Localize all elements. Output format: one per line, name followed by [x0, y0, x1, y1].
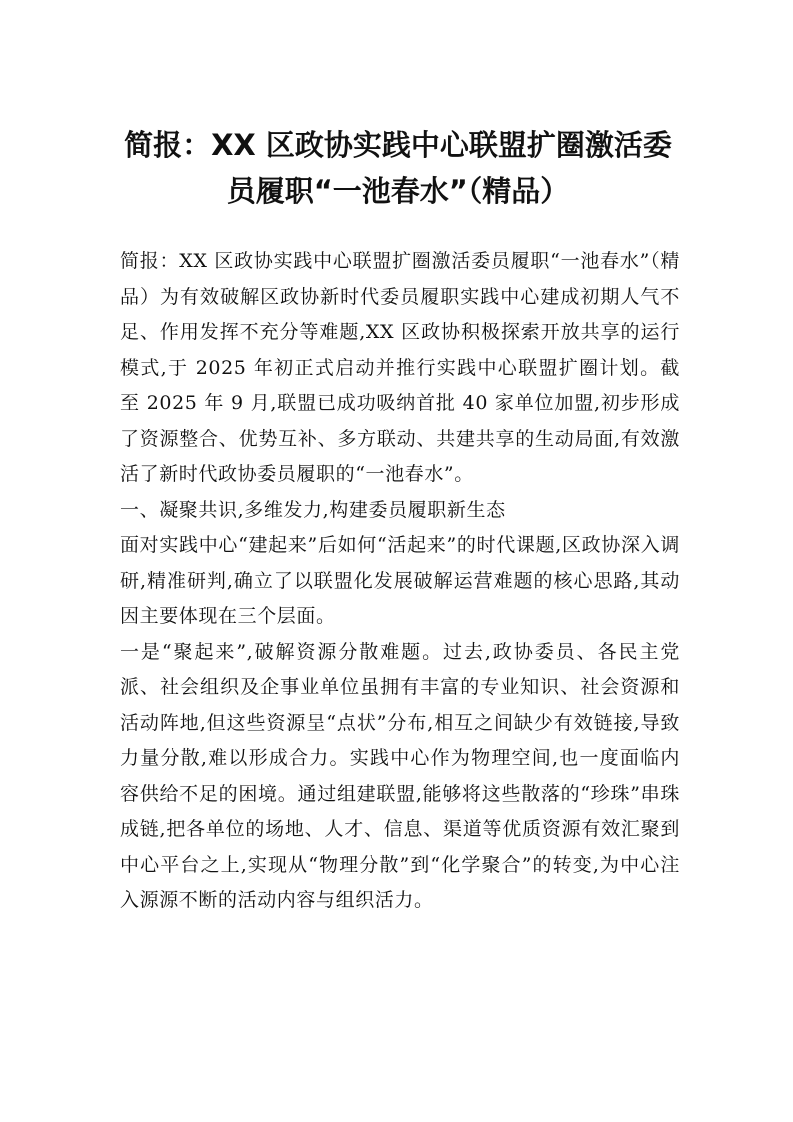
document-body — [120, 244, 680, 919]
paragraph-intro: 简报：XX 区政协实践中心联盟扩圈激活委员履职“一池春水”（精品）为有效破解区政协新时代委员履职实践中心建成初期人气不足、作用发挥不充分等难题,XX 区政协积极探索开放共享的运行模式,于 2025 年初正式启动并推行实践中心联盟扩圈计划。截至 2025 年 9 月,联盟已成功吸纳首批 40 家单位加盟,初步形成了资源整合、优势互补、多方联动、共建共享的生动局面,有效激活了新时代政协委员履职的“一池春水”。 — [120, 250, 680, 485]
document-title-line-1: 简报：XX 区政协实践中心联盟扩圈激活委 — [124, 128, 672, 162]
document-title — [118, 122, 678, 214]
paragraph-background: 面对实践中心“建起来”后如何“活起来”的时代课题,区政协深入调研,精准研判,确立了以联盟化发展破解运营难题的核心思路,其动因主要体现在三个层面。 — [120, 534, 680, 627]
paragraph-point-1: 一是“聚起来”,破解资源分散难题。过去,政协委员、各民主党派、社会组织及企事业单位虽拥有丰富的专业知识、社会资源和活动阵地,但这些资源呈“点状”分布,相互之间缺少有效链接,导致力量分散,难以形成合力。实践中心作为物理空间,也一度面临内容供给不足的困境。通过组建联盟,能够将这些散落的“珍珠”串珠成链,把各单位的场地、人才、信息、渠道等优质资源有效汇聚到中心平台之上,实现从“物理分散”到“化学聚合”的转变,为中心注入源源不断的活动内容与组织活力。 — [120, 640, 680, 911]
section-heading-1: 一、凝聚共识,多维发力,构建委员履职新生态 — [120, 498, 506, 521]
document-title-line-2: 员履职“一池春水”（精品） — [226, 174, 570, 208]
